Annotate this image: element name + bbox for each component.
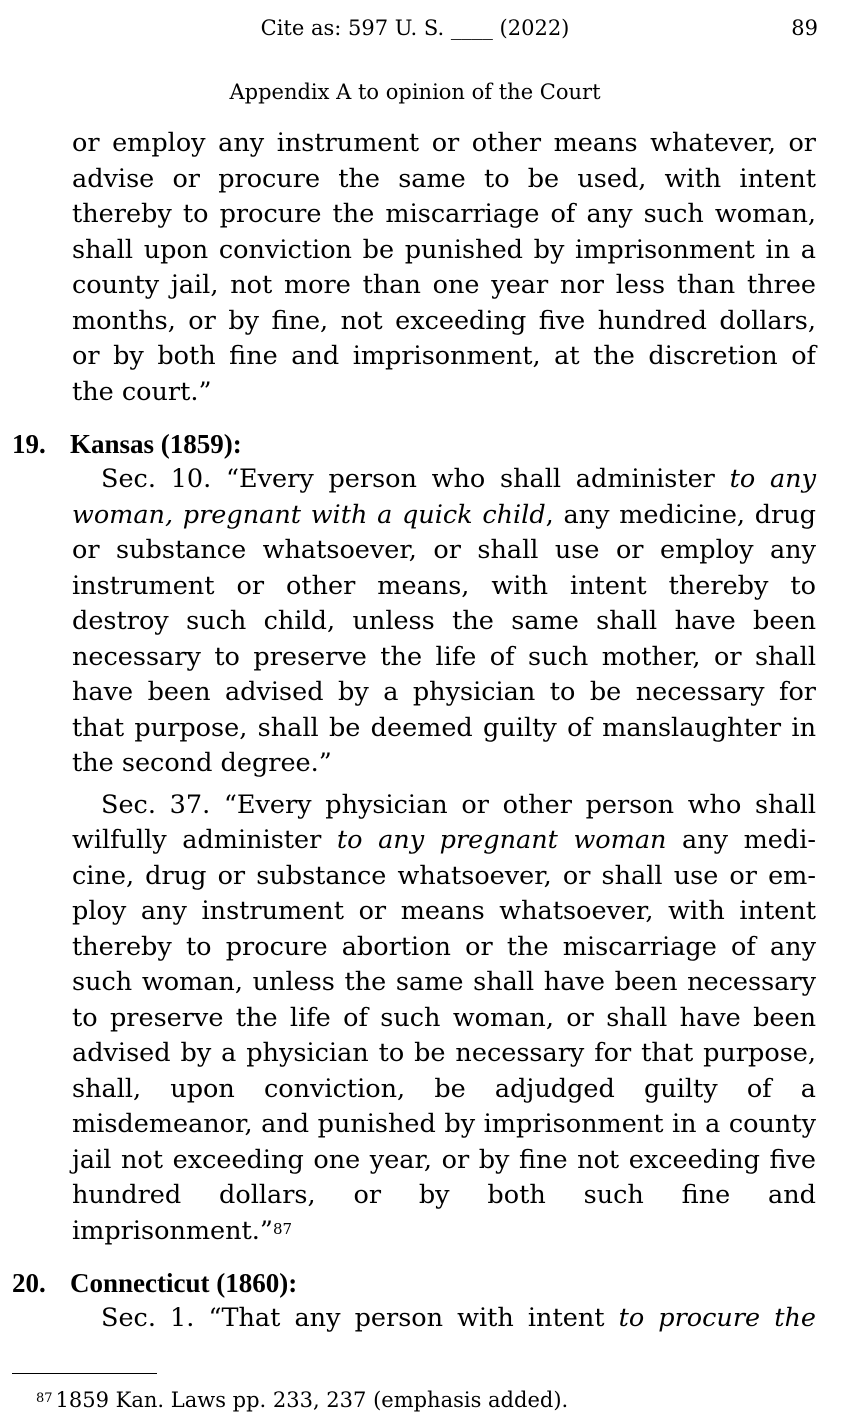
paragraph-text: , any medicine, drug or substance whatsoever, or shall use or employ any instrument or other means, with intent thereby to destroy such child, unless the same shall have been necessary to preserve the life of such mother, or shall have been advised by a physician to be necessary for that purpose, shall be deemed guilty of manslaughter in the second degree.” — [72, 499, 816, 778]
paragraph-text: any medicine, drug or substance whatsoever, or shall use or employ any instrument or means whatsoever, with intent thereby to procure abortion or the miscarriage of any such woman, unless the same shall have been necessary to preserve the life of such woman, or shall have been advised by a physician to be necessary for that purpose, shall, upon conviction, be adjudged guilty of a misdemeanor, and punished by imprisonment in a county jail not exceeding one year, or by fine not exceeding five hundred dollars, or by both such fine and imprisonment.” — [72, 825, 816, 1246]
paragraph-text: Sec. 10. “Every person who shall administer — [101, 464, 730, 494]
running-header — [0, 14, 860, 44]
emphasis-text: to any pregnant woman — [336, 825, 667, 855]
emphasis-text: to procure the — [618, 1303, 816, 1333]
footnote — [36, 1386, 568, 1414]
footnote-number: 87 — [36, 1391, 53, 1406]
section-number: 20. — [12, 1268, 46, 1298]
page-number: 89 — [791, 16, 818, 40]
continuation-paragraph: or employ any instrument or other means whatever, or advise or procure the same to be used, with intent thereby to procure the miscarriage of any such woman, shall upon conviction be punished by imprisonment in a county jail, not more than one year nor less than three months, or by fine, not exceeding five hundred dollars, or by both fine and imprisonment, at the discretion of the court.” — [72, 128, 816, 407]
footnote-divider — [12, 1373, 157, 1374]
footnote-reference[interactable]: 87 — [272, 1219, 293, 1238]
appendix-subheader: Appendix A to opinion of the Court — [229, 80, 601, 104]
section-heading-connecticut — [12, 1265, 756, 1301]
footnote-text: 1859 Kan. Laws pp. 233, 237 (emphasis added). — [55, 1388, 569, 1412]
citation-header: Cite as: 597 U. S. ____ (2022) — [260, 16, 570, 40]
paragraph-text: Sec. 1. “That any person with intent — [101, 1303, 619, 1333]
statute-paragraph-sec-10 — [72, 462, 816, 782]
statute-paragraph-sec-1 — [72, 1301, 816, 1337]
section-number: 19. — [12, 429, 46, 459]
document-body — [12, 126, 816, 1337]
section-title: Connecticut (1860): — [70, 1268, 298, 1298]
emphasis-text: to any woman, pregnant with a quick child — [72, 464, 816, 530]
section-heading-kansas — [12, 426, 756, 462]
paragraph-text: Sec. 37. “Every physician or other person who shall wilfully administer — [72, 789, 816, 855]
statute-paragraph-sec-37 — [72, 788, 816, 1250]
section-title: Kansas (1859): — [70, 429, 242, 459]
